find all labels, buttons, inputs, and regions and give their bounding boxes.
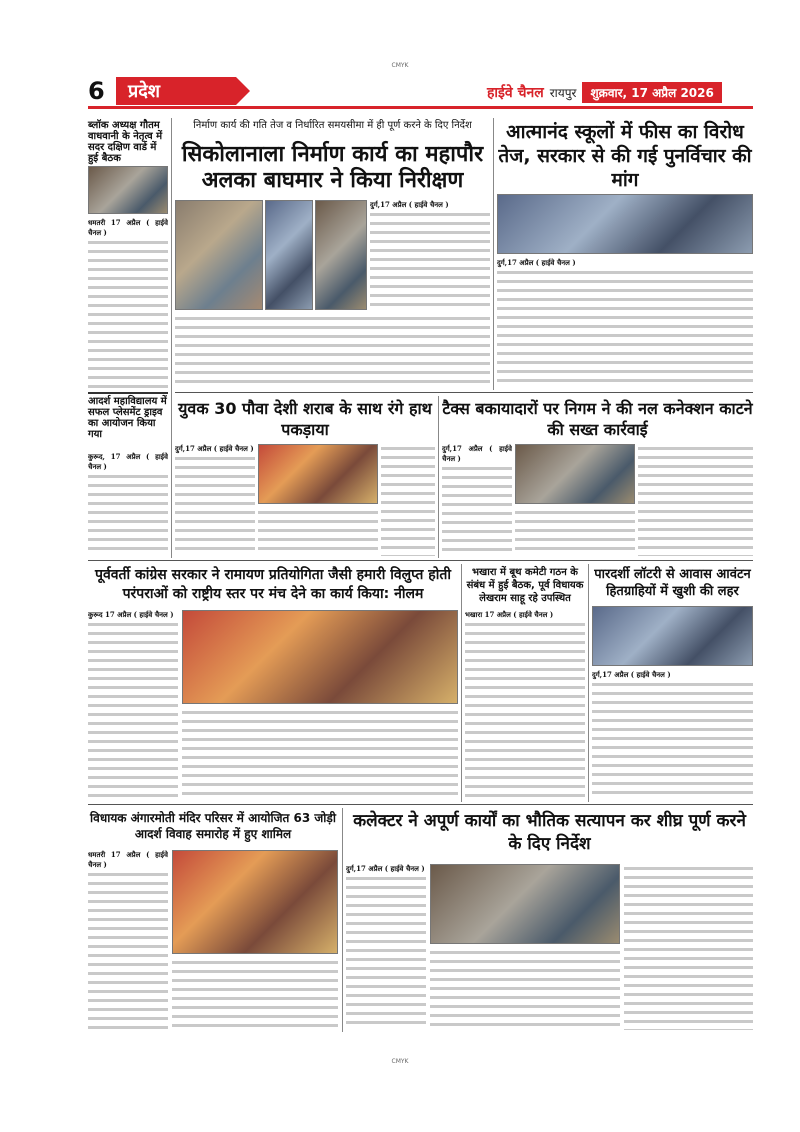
liquor-headline: युवक 30 पौवा देशी शराब के साथ रंगे हाथ पकड़ाया [178,399,432,439]
collector-byline: दुर्ग,17 अप्रैल ( हाईवे चैनल ) [346,864,425,873]
sikolabhata-byline: दुर्ग,17 अप्रैल ( हाईवे चैनल ) [370,200,449,209]
column-rule [588,564,589,802]
lottery-byline: दुर्ग,17 अप्रैल ( हाईवे चैनल ) [592,670,671,679]
ramayan-body-right [182,708,458,800]
section-divider [88,560,753,561]
sikolabhata-body-top [370,200,490,310]
sikolabhata-kicker: निर्माण कार्य की गति तेज व निर्धारित समयसीमा में ही पूर्ण करने के दिए निर्देश [193,120,472,131]
left-story1-body [88,218,168,388]
section-label: प्रदेश [116,77,236,105]
collector-body-mid [430,948,620,1030]
left-story2-body [88,452,168,556]
atmanand-photo [497,194,753,254]
body-text-lines [175,454,255,556]
left-story2-headline: आदर्श महाविद्यालय में सफल प्लेसमेंट ड्राइव का आयोजन किया गया [88,392,168,440]
cmyk-bottom-mark: CMYK [391,1058,409,1065]
atmanand-headline: आत्मानंद स्कूलों में फीस का विरोध तेज, सरकार से की गई पुनर्विचार की मांग [498,121,752,191]
liquor-byline: दुर्ग,17 अप्रैल ( हाईवे चैनल ) [175,444,254,453]
body-text-lines [88,238,168,388]
marriage-byline: धमतरी 17 अप्रैल ( हाईवे चैनल ) [88,850,168,869]
sikolabhata-photo-3 [315,200,367,310]
marriage-photo [172,850,338,954]
sikolabhata-photo-1 [175,200,263,310]
bhakhara-headline: भखारा में बूथ कमेटी गठन के संबंध में हुई बैठक, पूर्व विधायक लेखराम साहू रहे उपस्थित [466,567,584,604]
tax-body-mid [515,508,635,556]
collector-body-left [346,864,426,1030]
liquor-photo [258,444,378,504]
body-text-lines [88,620,178,800]
left-story2-byline: कुरूद, 17 अप्रैल ( हाईवे चैनल ) [88,452,168,471]
collector-body-right [624,864,753,1030]
tax-photo [515,444,635,504]
body-text-lines [370,210,490,310]
cmyk-top-mark: CMYK [391,62,409,69]
body-text-lines [465,620,585,800]
column-rule [171,118,172,558]
bhakhara-byline: भखारा 17 अप्रैल ( हाईवे चैनल ) [465,610,554,619]
lottery-headline: पारदर्शी लॉटरी से आवास आवंटन हितग्राहियों में खुशी की लहर [594,567,751,599]
ramayan-photo [182,610,458,704]
city-name: रायपुर [549,86,577,100]
collector-photo [430,864,620,944]
page-number: 6 [88,77,105,105]
left-story1-byline: धमतरी 17 अप्रैल ( हाईवे चैनल ) [88,218,168,237]
sikolabhata-photo-2 [265,200,313,310]
tax-body-left [442,444,512,556]
marriage-headline: विधायक अंगारमोती मंदिर परिसर में आयोजित 63 जोड़ी आदर्श विवाह समारोह में हुए शामिल [90,811,336,841]
sikolabhata-body-bottom [175,314,490,388]
body-text-lines [592,680,753,800]
marriage-body-right [172,958,338,1030]
body-text-lines [497,268,753,388]
left-story1-photo [88,166,168,214]
tax-headline: टैक्स बकायादारों पर निगम ने की नल कनेक्शन काटने की सख्त कार्रवाई [442,399,753,439]
body-text-lines [442,464,512,556]
bhakhara-body [465,610,585,800]
section-divider [88,804,753,805]
header-rule [88,106,753,109]
ramayan-byline: कुरूद 17 अप्रैल ( हाईवे चैनल ) [88,610,174,619]
tax-body-right [638,444,753,556]
collector-headline: कलेक्टर ने अपूर्ण कार्यों का भौतिक सत्यापन कर शीघ्र पूर्ण करने के दिए निर्देश [353,811,746,854]
column-rule [493,118,494,390]
body-text-lines [346,874,426,1030]
atmanand-body [497,258,753,388]
sikolabhata-headline: सिकोलानाला निर्माण कार्य का महापौर अलका बाघमार ने किया निरीक्षण [181,142,484,193]
left-story1-headline: ब्लॉक अध्यक्ष गौतम वाधवानी के नेतृत्व में सदर दक्षिण वार्ड में हुई बैठक [88,120,163,164]
tax-byline: दुर्ग,17 अप्रैल ( हाईवे चैनल ) [442,444,512,463]
body-text-lines [88,870,168,1030]
paper-name: हाईवे चैनल [487,85,544,101]
ramayan-headline: पूर्ववर्ती कांग्रेस सरकार ने रामायण प्रतियोगिता जैसी हमारी विलुप्त होती परंपराओं को राष्ट्रीय स्तर पर मंच देने का कार्य किया: नीलम [95,567,451,602]
atmanand-byline: दुर्ग,17 अप्रैल ( हाईवे चैनल ) [497,258,576,267]
column-rule [342,808,343,1032]
liquor-body-right [381,444,435,556]
masthead [487,82,767,103]
column-rule [461,564,462,802]
liquor-body-mid [258,508,378,556]
section-divider [175,392,753,393]
lottery-photo [592,606,753,666]
liquor-body-left [175,444,255,556]
marriage-body-left [88,850,168,1030]
issue-date: शुक्रवार, 17 अप्रैल 2026 [582,82,721,103]
column-rule [438,396,439,558]
lottery-body [592,670,753,800]
ramayan-body-left [88,610,178,800]
body-text-lines [88,472,168,556]
